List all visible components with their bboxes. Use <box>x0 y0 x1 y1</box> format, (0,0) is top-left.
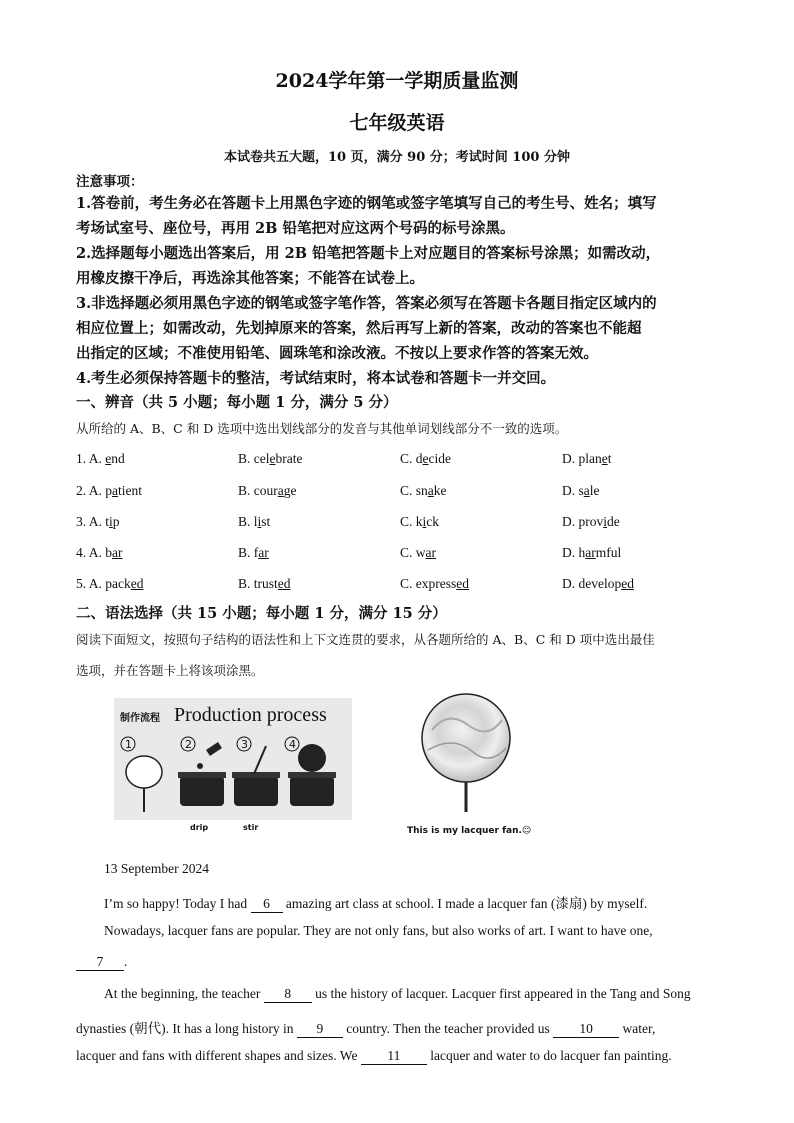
production-process-image <box>114 698 352 820</box>
question-2-option-a: 2. A. patient <box>76 483 143 498</box>
step-4-number: 4 <box>289 738 296 751</box>
fan-caption: This is my lacquer fan.☺ <box>407 826 532 836</box>
section1-instruction: 从所给的 A、B、C 和 D 选项中选出划线部分的发音与其他单词划线部分不一致的选项。 <box>76 421 568 436</box>
question-4-option-a: 4. A. bar <box>76 545 123 560</box>
question-2-option-c: C. snake <box>400 483 447 498</box>
notes-line: 用橡皮擦干净后，再选涂其他答案；不能答在试卷上。 <box>76 270 424 287</box>
question-1-option-a: 1. A. end <box>76 451 125 466</box>
question-5-option-b: B. trusted <box>238 576 291 591</box>
blank-11: 11 <box>361 1048 427 1065</box>
passage-line-2: Nowadays, lacquer fans are popular. They are not only fans, but also works of art. I want to have one, <box>104 923 653 938</box>
question-4-option-c: C. war <box>400 545 437 560</box>
question-5-option-a: 5. A. packed <box>76 576 144 591</box>
section2-heading: 二、语法选择（共 15 小题；每小题 1 分，满分 15 分） <box>76 605 447 622</box>
notes-line: 4.考生必须保持答题卡的整洁，考试结束时，将本试卷和答题卡一并交回。 <box>76 370 556 387</box>
passage-line-6: lacquer and fans with different shapes and sizes. We 11 lacquer and water to do lacquer fan painting. <box>76 1048 672 1063</box>
question-2-option-d: D. sale <box>562 483 600 498</box>
question-2-option-b: B. courage <box>238 483 297 498</box>
notes-line: 2.选择题每小题选出答案后，用 2B 铅笔把答题卡上对应题目的答案标号涂黑；如需改动， <box>76 245 661 262</box>
passage-line-3: 7 . <box>76 954 127 971</box>
exam-title: 2024学年第一学期质量监测 <box>275 70 519 92</box>
question-1-option-d: D. planet <box>562 451 612 466</box>
section2-instruction: 选项，并在答题卡上将该项涂黑。 <box>76 663 264 678</box>
notes-line: 1.答卷前，考生务必在答题卡上用黑色字迹的钢笔或签字笔填写自己的考生号、姓名；填写 <box>76 195 657 212</box>
question-1-option-b: B. celebrate <box>238 451 303 466</box>
caption-drip: drip <box>190 823 209 832</box>
step-1-number: 1 <box>125 738 132 751</box>
notes-line: 考场试室号、座位号，再用 2B 铅笔把对应这两个号码的标号涂黑。 <box>76 220 515 237</box>
question-3-option-d: D. provide <box>562 514 620 529</box>
question-4-option-d: D. harmful <box>562 545 622 560</box>
blank-8: 8 <box>264 986 312 1003</box>
blank-6: 6 <box>251 896 283 913</box>
lacquer-fan-image <box>418 690 518 820</box>
blank-7: 7 <box>76 954 124 971</box>
question-1-option-c: C. decide <box>400 451 452 466</box>
exam-info: 本试卷共五大题，10 页，满分 90 分；考试时间 100 分钟 <box>224 150 570 165</box>
blank-10: 10 <box>553 1021 619 1038</box>
notes-line: 3.非选择题必须用黑色字迹的钢笔或签字笔作答，答案必须写在答题卡各题目指定区域内的 <box>76 295 657 312</box>
notes-line: 相应位置上；如需改动，先划掉原来的答案，然后再写上新的答案，改动的答案也不能超 <box>76 320 642 337</box>
question-3-option-c: C. kick <box>400 514 440 529</box>
process-steps-drawing <box>114 728 352 820</box>
process-label-cn: 制作流程 <box>120 713 160 724</box>
passage-line-1: I’m so happy! Today I had 6 amazing art class at school. I made a lacquer fan (漆扇) by myself. <box>104 896 648 911</box>
step-3-number: 3 <box>241 738 248 751</box>
caption-stir: stir <box>243 823 259 832</box>
blank-9: 9 <box>297 1021 343 1038</box>
question-5-option-c: C. expressed <box>400 576 469 591</box>
exam-subtitle: 七年级英语 <box>349 112 445 134</box>
section2-instruction: 阅读下面短文，按照句子结构的语法性和上下文连贯的要求，从各题所给的 A、B、C 和 D 项中选出最佳 <box>76 632 655 647</box>
passage-date: 13 September 2024 <box>104 861 209 876</box>
question-5-option-d: D. developed <box>562 576 634 591</box>
question-4-option-b: B. far <box>238 545 269 560</box>
process-label-en: Production process <box>174 704 327 726</box>
notes-line: 出指定的区域；不准使用铅笔、圆珠笔和涂改液。不按以上要求作答的答案无效。 <box>76 345 598 362</box>
question-3-option-a: 3. A. tip <box>76 514 120 529</box>
section1-heading: 一、辨音（共 5 小题；每小题 1 分，满分 5 分） <box>76 394 398 411</box>
step-2-number: 2 <box>185 738 192 751</box>
passage-line-5: dynasties (朝代). It has a long history in 9 country. Then the teacher provided us 10 water, <box>76 1021 656 1036</box>
question-3-option-b: B. list <box>238 514 271 529</box>
notes-heading: 注意事项： <box>76 174 144 190</box>
passage-line-4: At the beginning, the teacher 8 us the history of lacquer. Lacquer first appeared in the Tang and Song <box>104 986 691 1001</box>
